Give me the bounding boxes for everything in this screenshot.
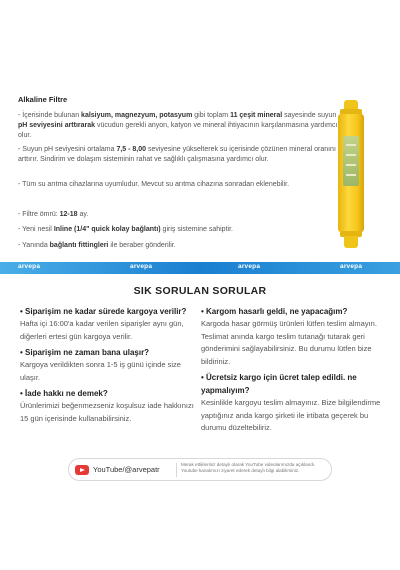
faq-answer: Kargoya verildikten sonra 1-5 iş günü içinde size ulaşır. (20, 360, 181, 382)
highlight-text: pH seviyesini arttırarak (18, 121, 96, 129)
faq-question: • Ücretsiz kargo için ücret talep edildi. ne yapmalıyım? (201, 373, 357, 395)
youtube-banner[interactable] (68, 458, 332, 481)
highlight-text: 11 çeşit mineral (230, 112, 283, 119)
brand-label: arvepa (18, 263, 41, 270)
product-feature-2 (18, 145, 338, 165)
feature-text: - Tüm su arıtma cihazlarına uyumludur. Mevcut su arıtma cihazına sonradan eklenebilir. (18, 181, 290, 188)
faq-question: • Kargom hasarlı geldi, ne yapacağım? (201, 307, 348, 316)
divider (176, 463, 177, 477)
faq-question: • Siparişim ne zaman bana ulaşır? (20, 348, 150, 357)
product-feature-5 (18, 225, 338, 235)
brand-label: arvepa (238, 263, 261, 270)
youtube-note: Merak ettikleriniz detaylı olarak YouTube videolarımızda açıklandı. Youtube kanalımızı ziyaret ederek detaylı bilgi alabilirsiniz. (181, 462, 316, 473)
feature-text: - Yeni nesil (18, 226, 54, 233)
product-feature-4 (18, 210, 338, 220)
feature-text: gibi toplam (192, 112, 231, 119)
faq-answer: Kargoda hasar görmüş ürünleri lütfen teslim almayın. Teslimat anında kargo teslim tutanağı tutarak geri gönderimini sağlayabilirsiniz. Bu durumu lütfen bize bildiriniz. (201, 319, 377, 366)
feature-text: ay. (77, 211, 89, 218)
highlight-text: kalsiyum, magnezyum, potasyum (81, 112, 193, 119)
brand-label: arvepa (130, 263, 153, 270)
faq-answer: Kesinlikle kargoyu teslim almayınız. Bize bilgilendirme yaptığınız anda kargo şirketi ile irtibata geçerek bu durumu düzeltebiliriz. (201, 398, 381, 432)
faq-title: SIK SORULAN SORULAR (133, 285, 267, 297)
highlight-text: 7,5 - 8,00 (116, 146, 147, 153)
filter-image (336, 100, 366, 250)
product-title: Alkaline Filtre (18, 95, 68, 104)
feature-text: seviyesine yükselterek su içerisinde çözünen mineral oranını arttırır. Sindirim ve dolaşım sisteminin rahat ve sağlıklı çalışmasına yardımcı olur. (18, 146, 336, 163)
feature-text: sayesinde suyun (282, 112, 337, 119)
feature-text: - Filtre ömrü: (18, 211, 60, 218)
brand-band (0, 262, 400, 274)
feature-text: giriş sistemine sahiptir. (160, 226, 233, 233)
feature-text: - Suyun pH seviyesini ortalama (18, 146, 117, 153)
feature-text: - İçerisinde bulunan (18, 112, 82, 119)
faq-answer: Ürünlerimizi beğenmezseniz koşulsuz iade hakkınızı 15 gün içerisinde kullanabilirsiniz. (20, 401, 194, 423)
highlight-text: Inline (1/4" quick kolay bağlantı) (53, 226, 161, 233)
youtube-handle[interactable]: YouTube/@arvepatr (93, 465, 160, 474)
highlight-text: bağlantı fittingleri (49, 242, 109, 249)
faq-question: • İade hakkı ne demek? (20, 389, 108, 398)
feature-text: ile beraber gönderilir. (108, 242, 176, 249)
product-feature-1 (18, 111, 338, 140)
faq-column-left (20, 305, 198, 428)
highlight-text: 12-18 (59, 211, 78, 218)
faq-column-right (201, 305, 383, 438)
feature-text: vücudun gerekli anyon, katyon ve mineral ihtiyacının karşılanmasına yardımcı olur. (18, 121, 338, 139)
youtube-play-icon (75, 465, 89, 475)
product-section (0, 0, 400, 262)
feature-text: - Yanında (18, 242, 50, 249)
product-feature-6 (18, 241, 338, 251)
brand-label: arvepa (340, 263, 363, 270)
faq-question: • Siparişim ne kadar sürede kargoya verilir? (20, 307, 187, 316)
product-feature-3 (18, 180, 338, 190)
faq-answer: Hafta içi 16:00'a kadar verilen siparişler aynı gün, diğerleri ertesi gün kargoya verilir. (20, 319, 184, 341)
